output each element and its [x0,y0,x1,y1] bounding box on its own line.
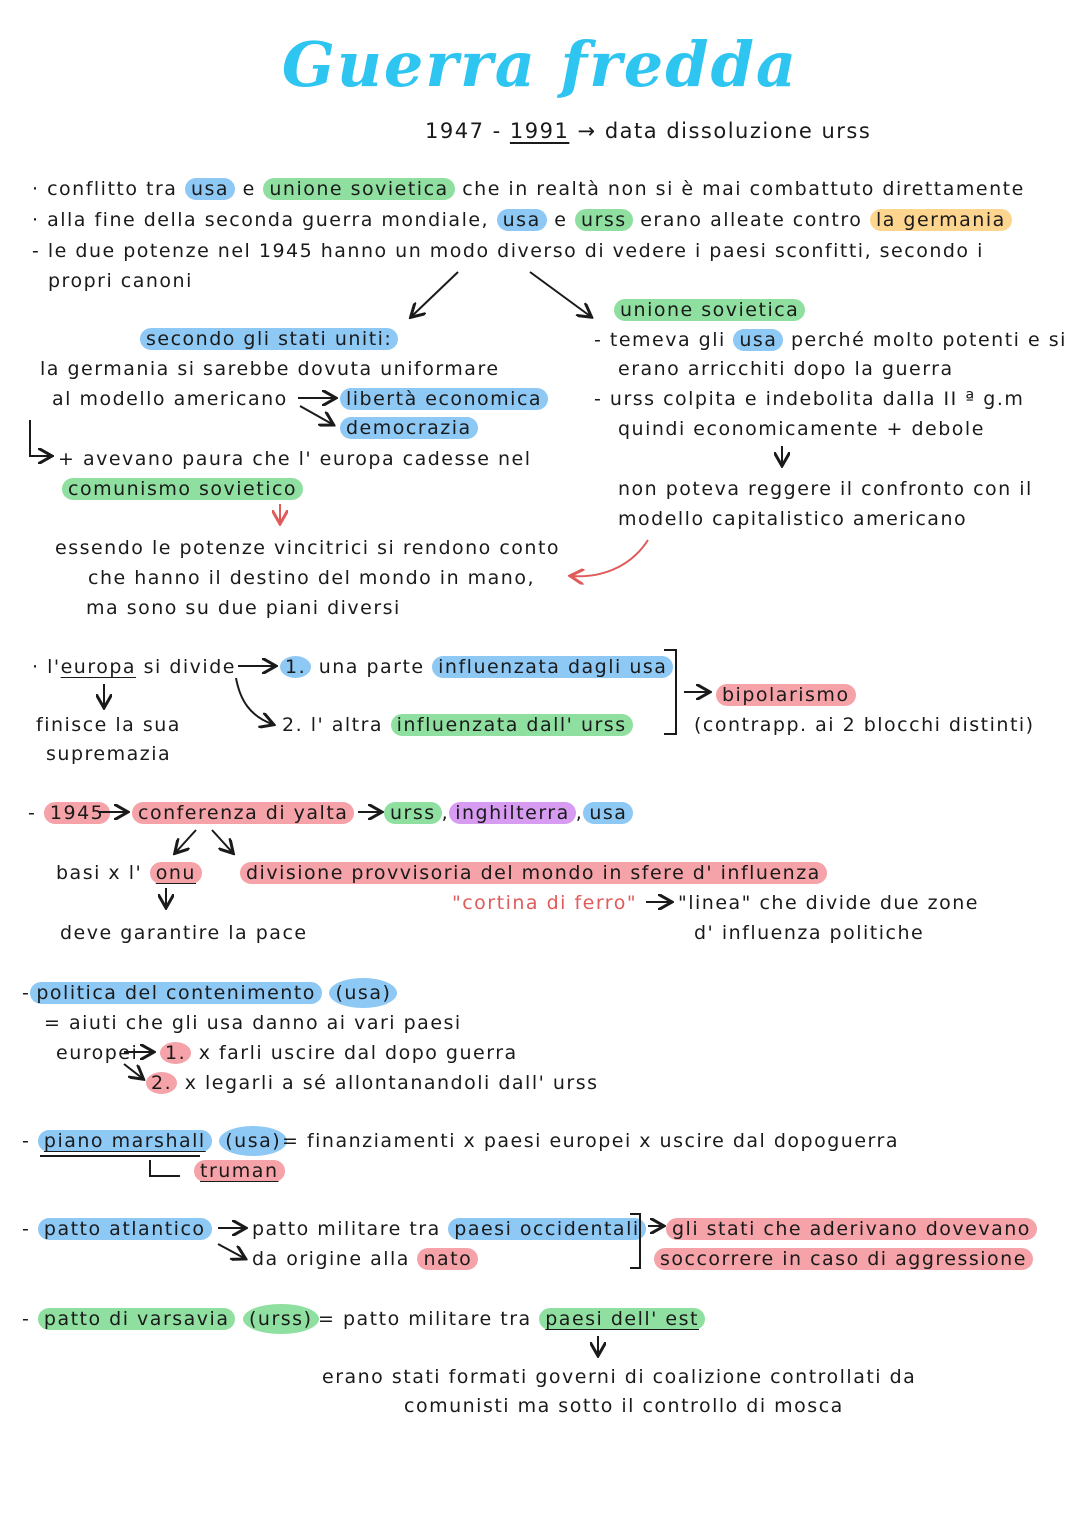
atlantic-result-2: soccorrere in caso di aggressione [654,1246,1033,1272]
arrow-icon: → [577,119,597,143]
nato-tag: nato [417,1248,478,1270]
split-arrow-right [530,272,590,316]
containment-heading: - politica del contenimento (usa) [22,980,397,1006]
europe-arrow-2 [236,678,272,724]
urss-view-line-5: non poteva reggere il confronto con il [618,478,1033,500]
peace-line: deve garantire la pace [60,922,308,944]
liberty-tag: libertà economica [340,386,548,412]
europe-bracket [664,650,676,734]
page-title: Guerra fredda [281,28,799,101]
usa-highlight: usa [185,178,235,200]
intro-line-3: - le due potenze nel 1945 hanno un modo diverso di vedere i paesi sconfitti, secondo i [32,240,984,262]
us-highlight: unione sovietica [263,178,454,200]
containment-line-1: = aiuti che gli usa danno ai vari paesi [44,1012,462,1034]
containment-item-2: 2. x legarli a sé allontanandoli dall' urss [146,1070,599,1096]
europe-word: europa [60,656,137,678]
curtain-def-1: "linea" che divide due zone [678,892,979,914]
containment-arrow-2 [124,1064,142,1078]
warsaw-definition: = patto militare tra paesi dell' est [318,1306,705,1332]
containment-europe: europei [56,1042,139,1064]
warsaw-heading: - patto di varsavia (urss) [22,1306,319,1332]
usa-view-heading: secondo gli stati uniti: [140,326,398,352]
curtain-def-2: d' influenza politiche [694,922,925,944]
dates-dash: - [492,119,502,143]
germany-highlight: la germania [870,209,1012,231]
warsaw-note-2: comunisti ma sotto il controllo di mosca [404,1395,844,1417]
urss-highlight: urss [575,209,633,231]
conclusion-line-3: ma sono su due piani diversi [86,597,401,619]
marshall-heading: - piano marshall (usa) [22,1128,287,1154]
urss-view-line-3: - urss colpita e indebolita dalla II ª g.m [594,388,1025,410]
split-arrow-left [412,272,458,316]
communism-tag: comunismo sovietico [62,476,303,502]
usa-view-line-3: + avevano paura che l' europa cadesse nel [58,448,532,470]
atlantic-arrow-2 [218,1244,244,1258]
intro-line-1: · conflitto tra usa e unione sovietica che in realtà non si è mai combattuto direttamente [32,178,1025,200]
urss-view-line-4: quindi economicamente + debole [618,418,985,440]
intro-line-4: propri canoni [48,270,193,292]
conclusion-line-2: che hanno il destino del mondo in mano, [88,567,536,589]
atlantic-line-1: patto militare tra paesi occidentali [252,1216,646,1242]
urss-view-line-6: modello capitalistico americano [618,508,968,530]
yalta-conference: conferenza di yalta [132,800,354,826]
europe-part-2: 2. l' altra influenzata dall' urss [282,712,633,738]
europe-part-1: 1. una parte influenzata dagli usa [280,654,673,680]
containment-item-1: 1. x farli uscire dal dopo guerra [160,1040,518,1066]
usa-highlight: usa [497,209,547,231]
yalta-line: - 1945 [28,800,110,826]
division-line: divisione provvisoria del mondo in sfere d' influenza [240,860,827,886]
atlantic-bracket [630,1214,640,1268]
bipolarism-note: (contrapp. ai 2 blocchi distinti) [694,714,1035,736]
bipolarism-tag: bipolarismo [716,682,856,708]
urss-red-arrow [572,540,648,576]
yalta-split-left [176,830,196,852]
atlantic-result-1: gli stati che aderivano dovevano [666,1216,1037,1242]
warsaw-note-1: erano stati formati governi di coalizione controllati da [322,1366,917,1388]
conclusion-line-1: essendo le potenze vincitrici si rendono conto [55,537,561,559]
onu-line: basi x l' onu [56,860,202,886]
usa-view-line-1: la germania si sarebbe dovuta uniformare [40,358,500,380]
yalta-participants: urss , inghilterra , usa [384,800,633,826]
urss-view-line-1: - temeva gli usa perché molto potenti e si [594,329,1067,351]
supremacy-line-1: finisce la sua [36,714,181,736]
marshall-definition: = finanziamenti x paesi europei x uscire dal dopoguerra [282,1130,899,1152]
truman-tag: truman [194,1158,285,1184]
fear-connector [30,420,50,456]
europe-line: · l'europa si divide [32,656,236,678]
urss-view-heading: unione sovietica [614,297,805,323]
intro-line-2: · alla fine della seconda guerra mondiale, usa e urss erano alleate contro la germania [32,207,1012,233]
atlantic-line-2: da origine alla nato [252,1246,478,1272]
atlantic-heading: - patto atlantico [22,1216,212,1242]
dates-note: data dissoluzione urss [604,119,872,143]
urss-view-line-2: erano arricchiti dopo la guerra [618,358,954,380]
iron-curtain: "cortina di ferro" [452,892,638,914]
democracy-tag: democrazia [340,415,478,441]
supremacy-line-2: supremazia [46,743,172,765]
year-1945: 1945 [44,802,110,824]
truman-connector [150,1160,180,1176]
start-year: 1947 [425,119,485,143]
end-year: 1991 [509,119,570,143]
usa-view-line-2: al modello americano [52,388,288,410]
onu-tag: onu [150,862,202,884]
democracy-arrow [300,406,332,424]
yalta-split-right [212,830,232,852]
